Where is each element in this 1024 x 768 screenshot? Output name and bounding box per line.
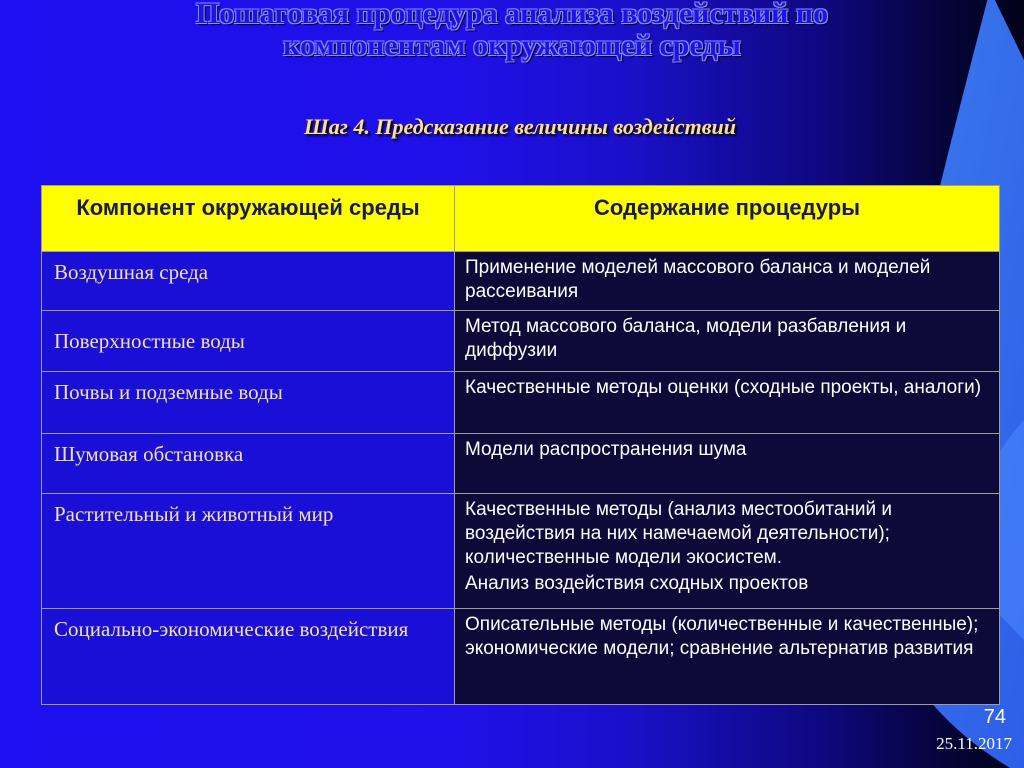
procedure-text-extra: Анализ воздействия сходных проектов [465,573,809,594]
component-cell: Шумовая обстановка [42,434,455,494]
procedure-text: Применение моделей массового баланса и моделей рассеивания [465,257,931,302]
procedure-cell [455,494,1000,609]
component-cell: Поверхностные воды [42,311,455,372]
table-row [42,252,1000,311]
table-row [42,609,1000,705]
component-cell: Почвы и подземные воды [42,372,455,434]
table-row [42,372,1000,434]
procedure-text: Метод массового баланса, модели разбавления и диффузии [465,316,907,361]
slide-title-line-2: компонентам окружающей среды [283,29,741,62]
procedure-text: Качественные методы оценки (сходные проекты, аналоги) [465,377,982,398]
procedure-text: Описательные методы (количественные и качественные); экономические модели; сравнение альтернатив развития [465,614,979,659]
procedure-cell [455,311,1000,372]
procedure-table [41,185,1000,705]
component-cell: Воздушная среда [42,252,455,311]
component-cell: Растительный и животный мир [42,494,455,609]
table-row [42,494,1000,609]
slide-title-line-1: Пошаговая процедура анализа воздействий по [195,0,829,30]
slide-date: 25.11.2017 [936,734,1012,753]
procedure-text: Модели распространения шума [465,439,747,460]
slide-title [0,0,1024,62]
procedure-cell [455,434,1000,494]
step-subtitle: Шаг 4. Предсказание величины воздействий [304,114,736,139]
page-number: 74 [983,706,1006,728]
header-component: Компонент окружающей среды [42,186,455,252]
table-row [42,311,1000,372]
procedure-text: Качественные методы (анализ местообитаний и воздействия на них намечаемой деятельности); количественные модели экосистем. [465,499,893,568]
procedure-cell [455,372,1000,434]
header-procedure: Содержание процедуры [455,186,1000,252]
table-row [42,434,1000,494]
procedure-cell [455,252,1000,311]
table-header-row [42,186,1000,252]
procedure-cell [455,609,1000,705]
component-cell: Социально-экономические воздействия [42,609,455,705]
